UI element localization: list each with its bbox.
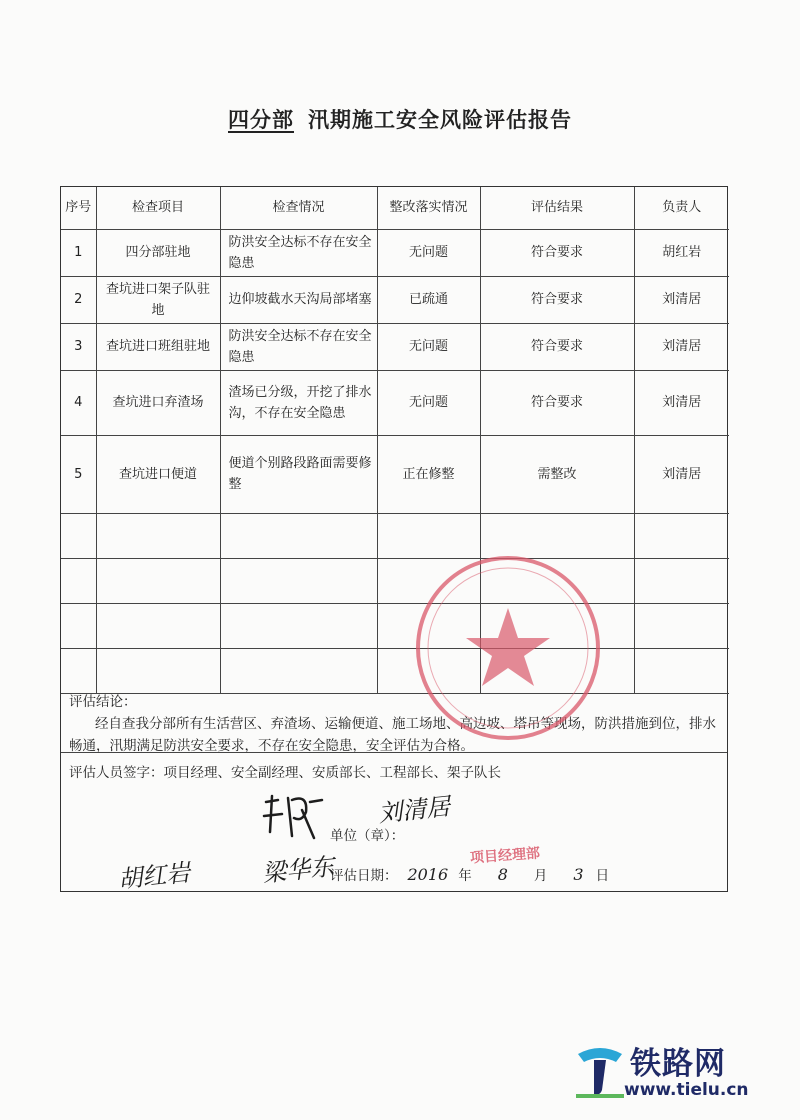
table-row [61, 370, 729, 435]
table-cell: 1 [61, 229, 96, 276]
conclusion-section [61, 689, 727, 759]
table-cell: 刘清居 [634, 276, 729, 323]
table-cell: 边仰坡截水天沟局部堵塞 [220, 276, 377, 323]
table-row [61, 276, 729, 323]
table-cell: 防洪安全达标不存在安全隐患 [220, 229, 377, 276]
empty-row [61, 603, 729, 648]
department-name: 四分部 [228, 108, 294, 132]
table-cell: 渣场已分级，开挖了排水沟，不存在安全隐患 [220, 370, 377, 435]
signers-line: 评估人员签字：项目经理、安全副经理、安质部长、工程部长、架子队长 [61, 752, 727, 789]
signature: 梁华东 [260, 852, 336, 888]
date-day: 3 [573, 865, 584, 884]
signature: 刘清居 [376, 792, 452, 828]
empty-row [61, 513, 729, 558]
table-row [61, 229, 729, 276]
tielu-watermark [572, 1036, 792, 1108]
header-cell: 整改落实情况 [377, 187, 480, 229]
unit-stamp-label: 单位（章）： [330, 828, 405, 844]
table-cell: 防洪安全达标不存在安全隐患 [220, 323, 377, 370]
tielu-logo-icon [572, 1040, 628, 1100]
date-month: 8 [497, 865, 508, 884]
header-cell: 检查项目 [96, 187, 220, 229]
header-cell: 评估结果 [480, 187, 634, 229]
seal-text: 项目经理部 [469, 845, 541, 867]
conclusion-label: 评估结论： [69, 694, 137, 710]
conclusion-text: 经自查我分部所有生活营区、弃渣场、运输便道、施工场地、高边坡、塔吊等现场，防洪措施到位，排水畅通，汛期满足防洪安全要求，不存在安全隐患，安全评估为合格。 [69, 716, 716, 754]
table-cell: 正在修整 [377, 435, 480, 513]
table-cell: 2 [61, 276, 96, 323]
date-month-unit: 月 [533, 868, 548, 884]
tielu-brand: 铁路网 [630, 1046, 726, 1082]
official-seal [408, 548, 608, 748]
table-cell: 刘清居 [634, 323, 729, 370]
table-cell: 查坑进口架子队驻地 [96, 276, 220, 323]
table-cell: 无问题 [377, 323, 480, 370]
empty-row [61, 648, 729, 693]
tielu-url: www.tielu.cn [624, 1080, 749, 1100]
table-cell: 查坑进口弃渣场 [96, 370, 220, 435]
table-cell: 查坑进口便道 [96, 435, 220, 513]
table-cell: 5 [61, 435, 96, 513]
report-sheet [60, 186, 728, 892]
date-year: 2016 [407, 865, 449, 884]
table-cell: 需整改 [480, 435, 634, 513]
table-cell: 无问题 [377, 229, 480, 276]
table-cell: 无问题 [377, 370, 480, 435]
date-year-unit: 年 [458, 868, 472, 884]
date-day-unit: 日 [595, 868, 610, 884]
header-cell: 负责人 [634, 187, 729, 229]
table-cell: 符合要求 [480, 276, 634, 323]
assessment-date [330, 864, 609, 884]
header-cell: 序号 [61, 187, 96, 229]
signature: 胡红岩 [116, 858, 192, 894]
table-row [61, 435, 729, 513]
table-cell: 符合要求 [480, 323, 634, 370]
table-cell: 刘清居 [634, 370, 729, 435]
report-title [0, 104, 800, 134]
table-cell: 便道个别路段路面需要修整 [220, 435, 377, 513]
table-header-row [61, 187, 729, 229]
inspection-table [61, 187, 729, 694]
table-cell: 3 [61, 323, 96, 370]
title-text: 汛期施工安全风险评估报告 [308, 108, 572, 132]
table-row [61, 323, 729, 370]
table-cell: 符合要求 [480, 229, 634, 276]
table-cell: 胡红岩 [634, 229, 729, 276]
table-cell: 刘清居 [634, 435, 729, 513]
table-cell: 四分部驻地 [96, 229, 220, 276]
handwritten-signature-mark [258, 792, 328, 842]
table-cell: 符合要求 [480, 370, 634, 435]
date-label: 评估日期： [330, 868, 398, 884]
table-cell: 4 [61, 370, 96, 435]
header-cell: 检查情况 [220, 187, 377, 229]
empty-row [61, 558, 729, 603]
table-cell: 已疏通 [377, 276, 480, 323]
table-cell: 查坑进口班组驻地 [96, 323, 220, 370]
